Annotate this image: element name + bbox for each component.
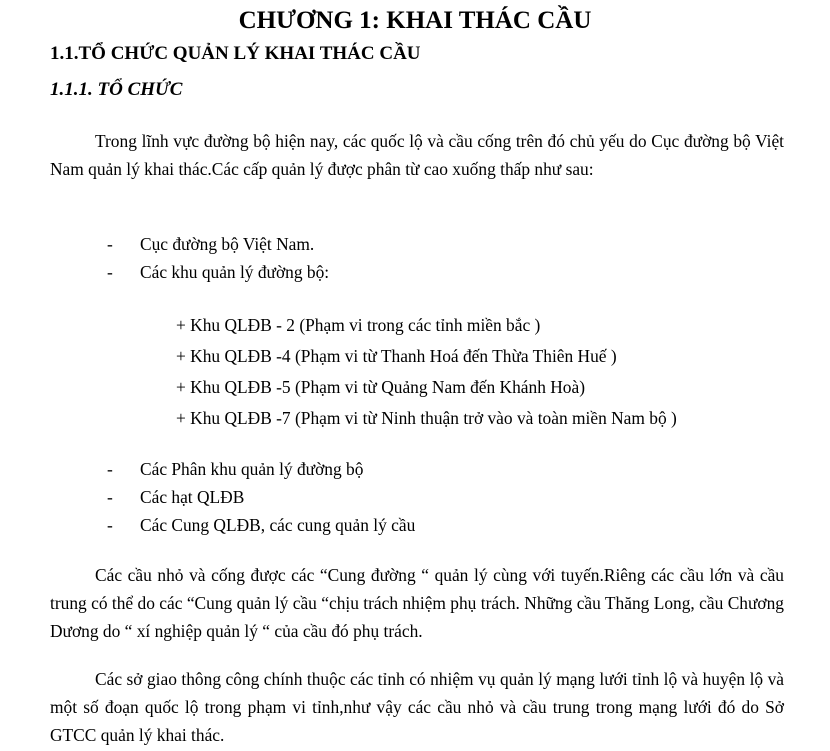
list-item [0,511,415,539]
list-item-text: Các Phân khu quản lý đường bộ [140,459,364,479]
provincial-management-paragraph: Các sở giao thông công chính thuộc các tỉnh có nhiệm vụ quản lý mạng lưới tỉnh lộ và huyện lộ và một số đoạn quốc lộ trong phạm vi tỉnh,như vậy các cầu nhỏ và cầu trung trong mạng lưới đó do Sở GTCC quản lý khai thác. [50,669,784,745]
lower-management-levels-list [0,455,415,539]
zone-item: + Khu QLĐB - 2 (Phạm vi trong các tỉnh miền bắc ) [176,315,541,335]
bridge-management-paragraph: Các cầu nhỏ và cống được các “Cung đường “ quản lý cùng với tuyến.Riêng các cầu lớn và cầu trung có thể do các “Cung quản lý cầu “chịu trách nhiệm phụ trách. Những cầu Thăng Long, cầu Chương Dương do “ xí nghiệp quản lý “ của cầu đó phụ trách. [50,565,784,641]
chapter-title: CHƯƠNG 1: KHAI THÁC CẦU [238,7,592,34]
subsection-title: 1.1.1. TỔ CHỨC [50,79,183,100]
zone-item: + Khu QLĐB -5 (Phạm vi từ Quảng Nam đến Khánh Hoà) [176,377,586,397]
dash-marker: - [107,515,113,535]
list-item [0,258,329,286]
list-item-text: Các hạt QLĐB [140,487,245,507]
management-levels-list [0,230,329,286]
section-title: 1.1.TỔ CHỨC QUẢN LÝ KHAI THÁC CẦU [50,43,421,64]
list-item-text: Các khu quản lý đường bộ: [140,262,330,282]
dash-marker: - [107,459,113,479]
zone-item: + Khu QLĐB -4 (Phạm vi từ Thanh Hoá đến Thừa Thiên Huế ) [176,346,617,366]
road-management-zones-list [176,310,677,434]
intro-paragraph: Trong lĩnh vực đường bộ hiện nay, các quốc lộ và cầu cống trên đó chủ yếu do Cục đường bộ Việt Nam quản lý khai thác.Các cấp quản lý được phân từ cao xuống thấp như sau: [50,131,784,179]
zone-item: + Khu QLĐB -7 (Phạm vi từ Ninh thuận trở vào và toàn miền Nam bộ ) [176,408,677,428]
list-item-text: Các Cung QLĐB, các cung quản lý cầu [140,515,416,535]
dash-marker: - [107,262,113,282]
list-item [0,483,415,511]
list-item [0,455,415,483]
list-item [0,230,329,258]
dash-marker: - [107,234,113,254]
dash-marker: - [107,487,113,507]
list-item-text: Cục đường bộ Việt Nam. [140,234,315,254]
